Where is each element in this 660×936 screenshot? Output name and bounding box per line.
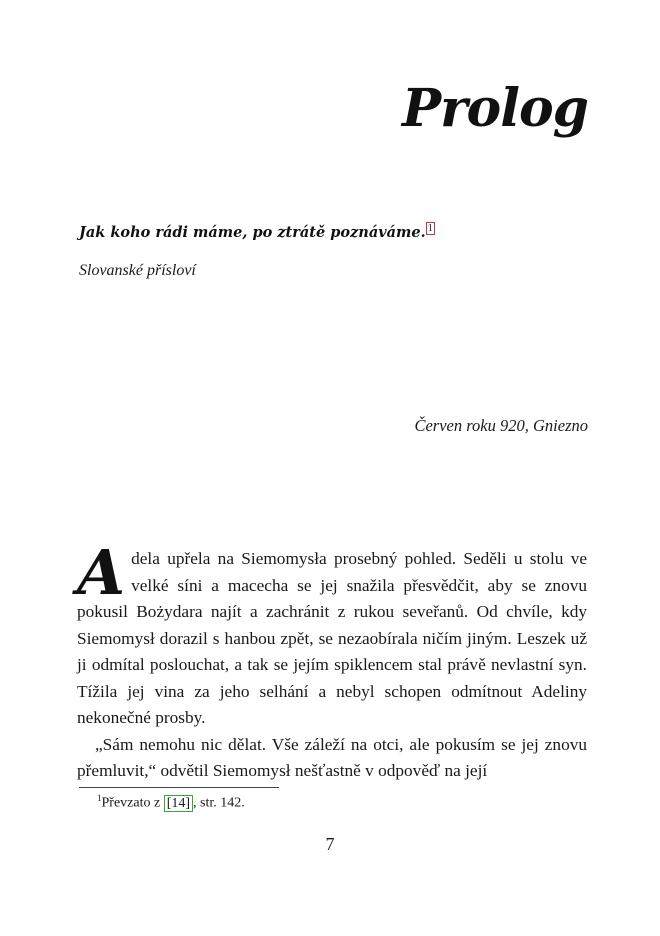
epigraph-text: Jak koho rádi máme, po ztrátě poznáváme. bbox=[79, 224, 426, 241]
page-number: 7 bbox=[325, 834, 335, 854]
chapter-title: Prolog bbox=[402, 78, 588, 139]
footnote-text-after: , str. 142. bbox=[193, 795, 245, 811]
footnote-text-before: Převzato z bbox=[101, 795, 164, 811]
drop-cap: A bbox=[77, 536, 126, 609]
paragraph-1-text: dela upřela na Siemomysła prosebný pohled. Seděli u stolu ve velké síni a macecha se jej snažila přesvědčit, aby se znovu pokusil Bożydara najít a zachránit z rukou seveřanů. Od chvíle, kdy Siemomysł dorazil s hanbou zpět, se nezaobírala ničím jiným. Leszek už ji odmítal poslouchat, a tak se jejím spiklencem stal právě nevlastní syn. Tížila jej vina za jeho selhání a nebyl schopen odmítnout Adeliny nekonečné prosby. bbox=[77, 549, 587, 727]
paragraph-1 bbox=[77, 536, 587, 732]
setting-line: Červen roku 920, Gniezno bbox=[414, 416, 588, 435]
footnote bbox=[97, 793, 245, 812]
epigraph-quote bbox=[79, 224, 435, 241]
footnote-ref-link[interactable]: 1 bbox=[427, 223, 433, 235]
footnote-rule bbox=[79, 787, 279, 788]
epigraph-source: Slovanské přísloví bbox=[79, 262, 196, 279]
citation-link[interactable]: [14] bbox=[164, 795, 193, 812]
paragraph-2: „Sám nemohu nic dělat. Vše záleží na otci, ale pokusím se jej znovu přemluvit,“ odvětil Siemomysł nešťastně v odpověď na její bbox=[77, 734, 587, 780]
footnote-number: 1 bbox=[97, 793, 102, 803]
body-text bbox=[77, 536, 587, 785]
